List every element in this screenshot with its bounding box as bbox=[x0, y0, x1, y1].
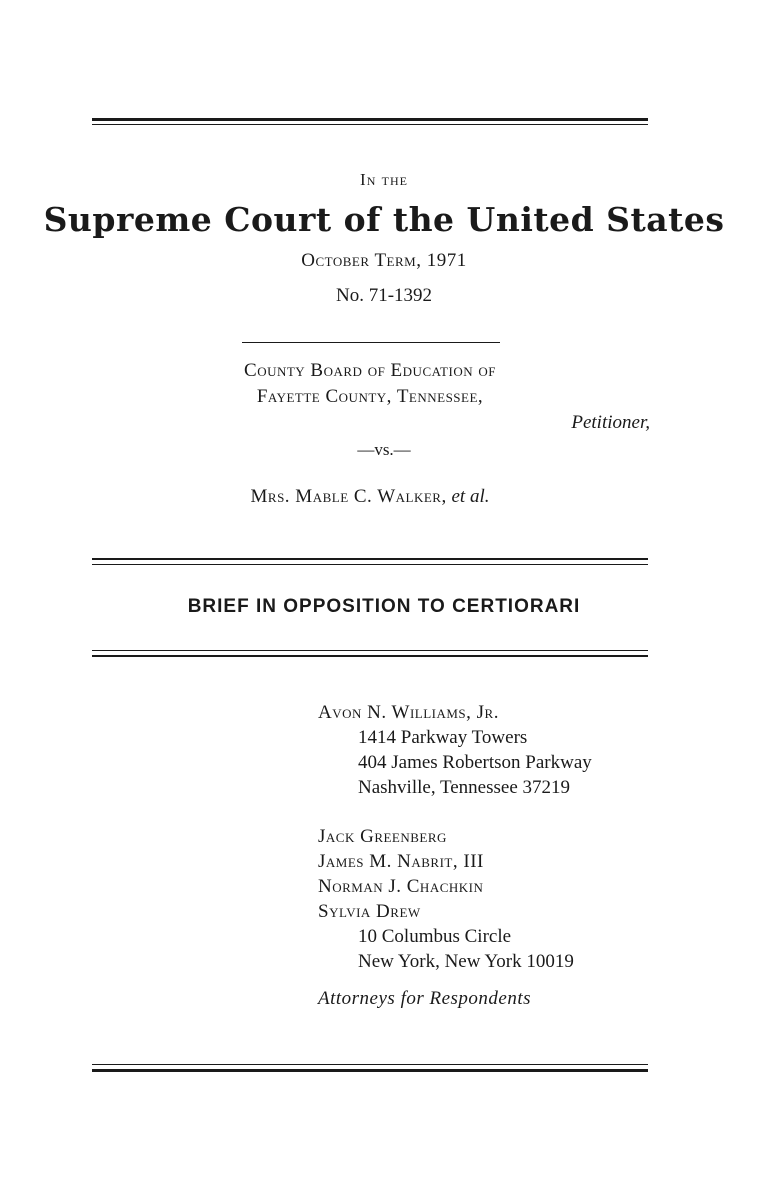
title-rule-top-2 bbox=[92, 564, 648, 565]
caption-divider bbox=[242, 342, 500, 343]
petitioner-line-1: County Board of Education of bbox=[244, 360, 496, 381]
top-rule-thick bbox=[92, 118, 648, 121]
title-rule-top-1 bbox=[92, 558, 648, 560]
term-label: October Term, 1971 bbox=[301, 250, 467, 271]
court-name: Supreme Court of the United States bbox=[43, 200, 725, 239]
attorneys-for-label: Attorneys for Respondents bbox=[318, 988, 532, 1009]
brief-title: BRIEF IN OPPOSITION TO CERTIORARI bbox=[187, 596, 581, 617]
petitioner-line-2: Fayette County, Tennessee, bbox=[256, 386, 484, 407]
top-rule-thin bbox=[92, 124, 648, 125]
respondent-name: Mrs. Mable C. Walker, bbox=[250, 486, 447, 507]
counsel-block-secondary bbox=[318, 824, 574, 974]
counsel-name: Norman J. Chachkin bbox=[318, 876, 484, 897]
counsel-name: Jack Greenberg bbox=[318, 826, 447, 847]
title-rule-bottom-1 bbox=[92, 650, 648, 651]
respondent bbox=[0, 486, 740, 508]
docket-number: No. 71-1392 bbox=[335, 285, 433, 306]
counsel-address-line: 1414 Parkway Towers bbox=[358, 727, 528, 748]
counsel-block-primary bbox=[318, 700, 592, 800]
respondent-suffix: et al. bbox=[451, 486, 490, 507]
counsel-address-line: New York, New York 10019 bbox=[358, 951, 574, 972]
in-the-label: In the bbox=[360, 170, 408, 189]
counsel-name: Avon N. Williams, Jr. bbox=[318, 702, 499, 723]
counsel-address-line: 404 James Robertson Parkway bbox=[358, 752, 592, 773]
bottom-rule-thin bbox=[92, 1064, 648, 1065]
counsel-name: Sylvia Drew bbox=[318, 901, 421, 922]
title-rule-bottom-2 bbox=[92, 655, 648, 657]
counsel-name: James M. Nabrit, III bbox=[318, 851, 484, 872]
counsel-address-line: 10 Columbus Circle bbox=[358, 926, 512, 947]
counsel-address-line: Nashville, Tennessee 37219 bbox=[358, 777, 571, 798]
petitioner-role: Petitioner, bbox=[571, 412, 650, 433]
bottom-rule-thick bbox=[92, 1069, 648, 1072]
versus-label: —vs.— bbox=[357, 440, 411, 459]
